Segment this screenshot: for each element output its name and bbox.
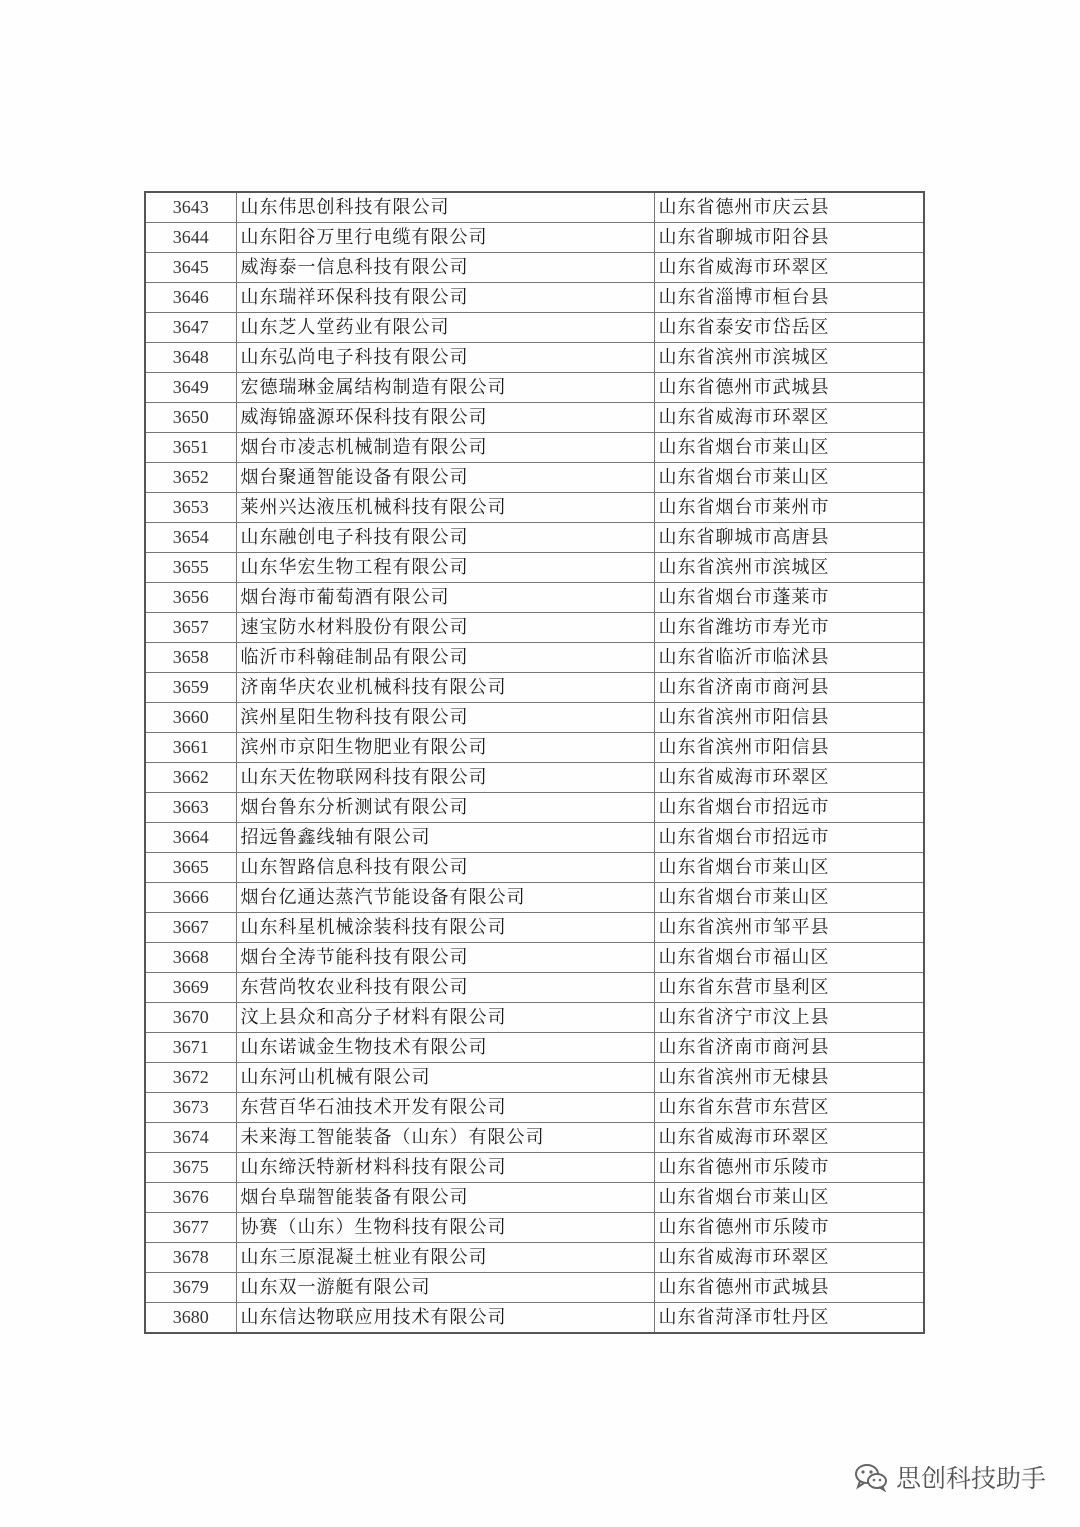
- table-row: [145, 1153, 924, 1183]
- company-region: 山东省滨州市滨城区: [654, 343, 924, 373]
- company-name: 烟台聚通智能设备有限公司: [236, 463, 654, 493]
- table-row: [145, 973, 924, 1003]
- table-row: [145, 823, 924, 853]
- table-row: [145, 1093, 924, 1123]
- table-row: [145, 853, 924, 883]
- company-name: 山东华宏生物工程有限公司: [236, 553, 654, 583]
- company-region: 山东省烟台市莱州市: [654, 493, 924, 523]
- row-number: 3680: [145, 1303, 236, 1334]
- table-row: [145, 613, 924, 643]
- row-number: 3667: [145, 913, 236, 943]
- table-row: [145, 913, 924, 943]
- row-number: 3647: [145, 313, 236, 343]
- company-name: 招远鲁鑫线轴有限公司: [236, 823, 654, 853]
- company-name: 山东信达物联应用技术有限公司: [236, 1303, 654, 1334]
- company-region: 山东省滨州市邹平县: [654, 913, 924, 943]
- row-number: 3670: [145, 1003, 236, 1033]
- company-region: 山东省烟台市莱山区: [654, 853, 924, 883]
- company-name: 速宝防水材料股份有限公司: [236, 613, 654, 643]
- company-region: 山东省泰安市岱岳区: [654, 313, 924, 343]
- company-name: 东营尚牧农业科技有限公司: [236, 973, 654, 1003]
- table-row: [145, 703, 924, 733]
- table-row: [145, 763, 924, 793]
- company-region: 山东省临沂市临沭县: [654, 643, 924, 673]
- company-region: 山东省烟台市莱山区: [654, 1183, 924, 1213]
- company-name: 山东伟思创科技有限公司: [236, 192, 654, 223]
- company-name: 山东瑞祥环保科技有限公司: [236, 283, 654, 313]
- table-row: [145, 1123, 924, 1153]
- table-row: [145, 553, 924, 583]
- company-name: 烟台市凌志机械制造有限公司: [236, 433, 654, 463]
- company-name: 山东三原混凝土桩业有限公司: [236, 1243, 654, 1273]
- company-name: 滨州市京阳生物肥业有限公司: [236, 733, 654, 763]
- row-number: 3665: [145, 853, 236, 883]
- table-row: [145, 223, 924, 253]
- company-region: 山东省烟台市招远市: [654, 793, 924, 823]
- row-number: 3662: [145, 763, 236, 793]
- wechat-icon: [854, 1462, 888, 1492]
- row-number: 3663: [145, 793, 236, 823]
- company-name: 山东智路信息科技有限公司: [236, 853, 654, 883]
- company-region: 山东省德州市乐陵市: [654, 1213, 924, 1243]
- company-region: 山东省威海市环翠区: [654, 763, 924, 793]
- company-region: 山东省滨州市阳信县: [654, 733, 924, 763]
- row-number: 3644: [145, 223, 236, 253]
- row-number: 3671: [145, 1033, 236, 1063]
- company-region: 山东省德州市乐陵市: [654, 1153, 924, 1183]
- row-number: 3655: [145, 553, 236, 583]
- row-number: 3646: [145, 283, 236, 313]
- company-name: 烟台海市葡萄酒有限公司: [236, 583, 654, 613]
- row-number: 3654: [145, 523, 236, 553]
- company-region: 山东省烟台市福山区: [654, 943, 924, 973]
- company-name: 烟台亿通达蒸汽节能设备有限公司: [236, 883, 654, 913]
- watermark: [854, 1459, 1046, 1495]
- table-row: [145, 673, 924, 703]
- company-name: 宏德瑞琳金属结构制造有限公司: [236, 373, 654, 403]
- table-row: [145, 283, 924, 313]
- row-number: 3675: [145, 1153, 236, 1183]
- row-number: 3651: [145, 433, 236, 463]
- company-region: 山东省威海市环翠区: [654, 1243, 924, 1273]
- table-row: [145, 192, 924, 223]
- company-name: 东营百华石油技术开发有限公司: [236, 1093, 654, 1123]
- row-number: 3678: [145, 1243, 236, 1273]
- company-name: 汶上县众和高分子材料有限公司: [236, 1003, 654, 1033]
- company-region: 山东省烟台市蓬莱市: [654, 583, 924, 613]
- company-name: 烟台鲁东分析测试有限公司: [236, 793, 654, 823]
- row-number: 3649: [145, 373, 236, 403]
- company-name: 山东弘尚电子科技有限公司: [236, 343, 654, 373]
- row-number: 3673: [145, 1093, 236, 1123]
- company-region: 山东省德州市武城县: [654, 373, 924, 403]
- row-number: 3676: [145, 1183, 236, 1213]
- company-region: 山东省济宁市汶上县: [654, 1003, 924, 1033]
- table-row: [145, 943, 924, 973]
- company-region: 山东省威海市环翠区: [654, 253, 924, 283]
- company-region: 山东省淄博市桓台县: [654, 283, 924, 313]
- company-name: 山东诺诚金生物技术有限公司: [236, 1033, 654, 1063]
- row-number: 3669: [145, 973, 236, 1003]
- row-number: 3656: [145, 583, 236, 613]
- table-row: [145, 643, 924, 673]
- table-row: [145, 1273, 924, 1303]
- row-number: 3677: [145, 1213, 236, 1243]
- row-number: 3652: [145, 463, 236, 493]
- table-row: [145, 373, 924, 403]
- company-name: 协赛（山东）生物科技有限公司: [236, 1213, 654, 1243]
- row-number: 3645: [145, 253, 236, 283]
- row-number: 3672: [145, 1063, 236, 1093]
- table-row: [145, 793, 924, 823]
- row-number: 3648: [145, 343, 236, 373]
- row-number: 3659: [145, 673, 236, 703]
- table-row: [145, 343, 924, 373]
- company-name: 未来海工智能装备（山东）有限公司: [236, 1123, 654, 1153]
- company-region: 山东省菏泽市牡丹区: [654, 1303, 924, 1334]
- table-row: [145, 883, 924, 913]
- company-region: 山东省滨州市无棣县: [654, 1063, 924, 1093]
- company-name: 威海锦盛源环保科技有限公司: [236, 403, 654, 433]
- company-region: 山东省东营市垦利区: [654, 973, 924, 1003]
- table-row: [145, 1033, 924, 1063]
- company-region: 山东省济南市商河县: [654, 1033, 924, 1063]
- table-row: [145, 523, 924, 553]
- row-number: 3643: [145, 192, 236, 223]
- company-region: 山东省烟台市莱山区: [654, 463, 924, 493]
- table-row: [145, 733, 924, 763]
- company-region: 山东省滨州市阳信县: [654, 703, 924, 733]
- company-region: 山东省德州市庆云县: [654, 192, 924, 223]
- company-name: 山东缔沃特新材料科技有限公司: [236, 1153, 654, 1183]
- company-name: 济南华庆农业机械科技有限公司: [236, 673, 654, 703]
- company-region: 山东省潍坊市寿光市: [654, 613, 924, 643]
- row-number: 3660: [145, 703, 236, 733]
- row-number: 3679: [145, 1273, 236, 1303]
- company-name: 临沂市科翰硅制品有限公司: [236, 643, 654, 673]
- table-row: [145, 1183, 924, 1213]
- table-row: [145, 313, 924, 343]
- company-region: 山东省德州市武城县: [654, 1273, 924, 1303]
- row-number: 3661: [145, 733, 236, 763]
- table-row: [145, 1303, 924, 1334]
- row-number: 3653: [145, 493, 236, 523]
- company-region: 山东省烟台市莱山区: [654, 433, 924, 463]
- table-row: [145, 1003, 924, 1033]
- table-row: [145, 1243, 924, 1273]
- company-name: 山东阳谷万里行电缆有限公司: [236, 223, 654, 253]
- company-region: 山东省滨州市滨城区: [654, 553, 924, 583]
- company-name: 山东河山机械有限公司: [236, 1063, 654, 1093]
- company-table-body: [145, 192, 924, 1333]
- row-number: 3668: [145, 943, 236, 973]
- row-number: 3666: [145, 883, 236, 913]
- company-name: 山东双一游艇有限公司: [236, 1273, 654, 1303]
- company-name: 烟台全涛节能科技有限公司: [236, 943, 654, 973]
- company-name: 莱州兴达液压机械科技有限公司: [236, 493, 654, 523]
- company-name: 山东科星机械涂装科技有限公司: [236, 913, 654, 943]
- company-region: 山东省聊城市阳谷县: [654, 223, 924, 253]
- table-row: [145, 583, 924, 613]
- company-table: [144, 191, 925, 1334]
- row-number: 3657: [145, 613, 236, 643]
- company-name: 山东融创电子科技有限公司: [236, 523, 654, 553]
- company-name: 山东芝人堂药业有限公司: [236, 313, 654, 343]
- table-row: [145, 253, 924, 283]
- company-region: 山东省烟台市莱山区: [654, 883, 924, 913]
- row-number: 3674: [145, 1123, 236, 1153]
- company-name: 滨州星阳生物科技有限公司: [236, 703, 654, 733]
- table-row: [145, 1063, 924, 1093]
- company-region: 山东省威海市环翠区: [654, 1123, 924, 1153]
- company-region: 山东省烟台市招远市: [654, 823, 924, 853]
- table-row: [145, 403, 924, 433]
- company-region: 山东省威海市环翠区: [654, 403, 924, 433]
- company-region: 山东省济南市商河县: [654, 673, 924, 703]
- table-row: [145, 463, 924, 493]
- company-name: 山东天佐物联网科技有限公司: [236, 763, 654, 793]
- company-name: 威海泰一信息科技有限公司: [236, 253, 654, 283]
- table-row: [145, 1213, 924, 1243]
- table-row: [145, 493, 924, 523]
- watermark-text: 思创科技助手: [895, 1464, 1046, 1493]
- table-row: [145, 433, 924, 463]
- company-region: 山东省东营市东营区: [654, 1093, 924, 1123]
- company-name: 烟台阜瑞智能装备有限公司: [236, 1183, 654, 1213]
- company-region: 山东省聊城市高唐县: [654, 523, 924, 553]
- row-number: 3664: [145, 823, 236, 853]
- row-number: 3650: [145, 403, 236, 433]
- row-number: 3658: [145, 643, 236, 673]
